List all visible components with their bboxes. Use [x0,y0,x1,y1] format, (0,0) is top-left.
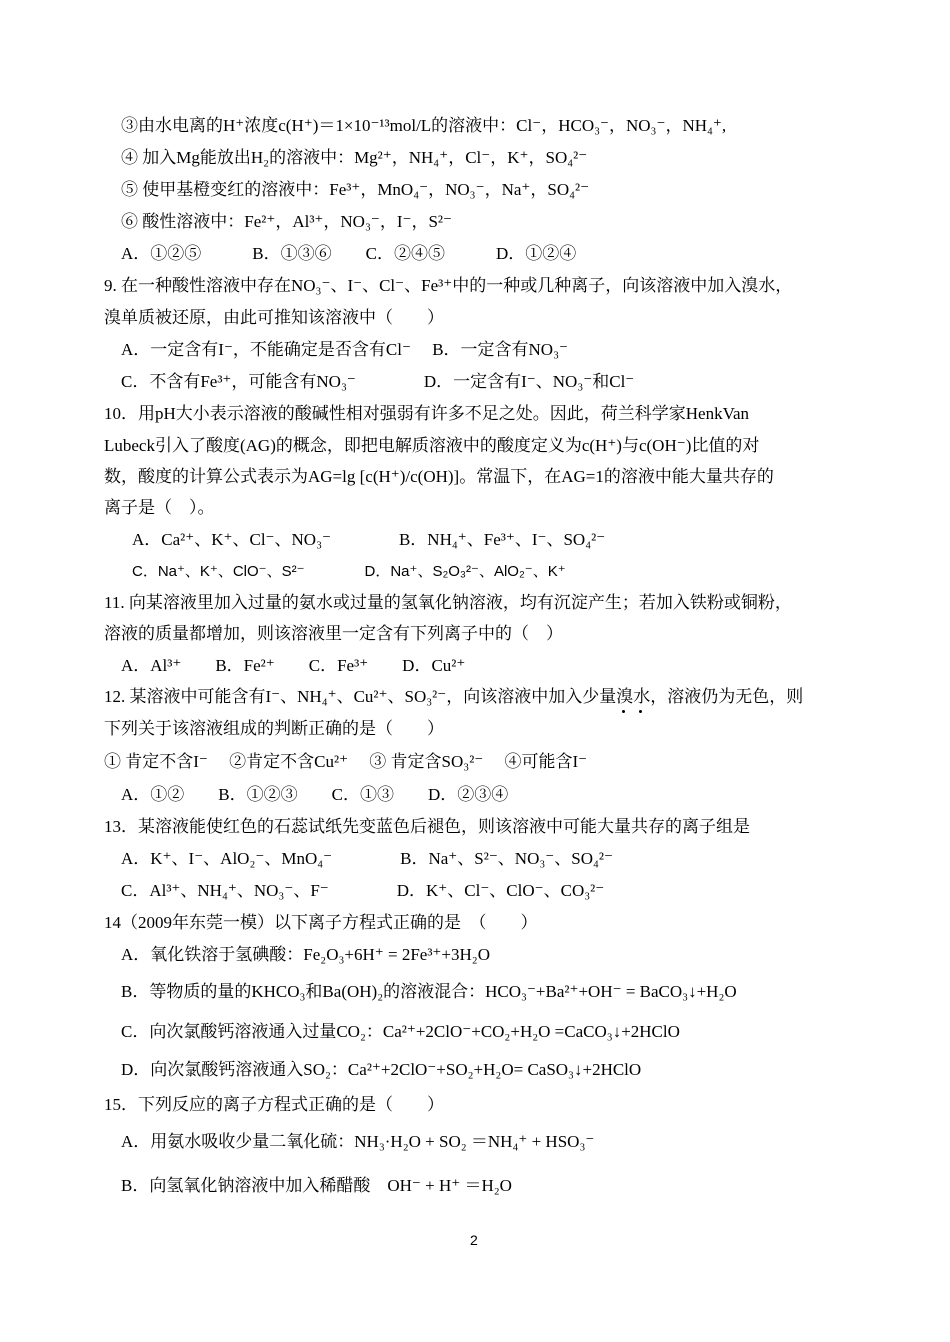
text-line: ⑤ 使甲基橙变红的溶液中：Fe³⁺，MnO₄⁻，NO₃⁻，Na⁺，SO₄²⁻ [121,180,590,199]
answer-options: C．不含有Fe³⁺，可能含有NO₃⁻ D．一定含有I⁻、NO₃⁻和Cl⁻ [121,372,635,391]
emphasis-dot [622,710,625,713]
emphasis-dot [639,710,642,713]
answer-options: A．一定含有I⁻，不能确定是否含有Cl⁻ B．一定含有NO₃⁻ [121,340,568,359]
question-13: 13．某溶液能使红色的石蕊试纸先变蓝色后褪色，则该溶液中可能大量共存的离子组是 [104,817,750,836]
text-line: ③由水电离的H⁺浓度c(H⁺)＝1×10⁻¹³mol/L的溶液中：Cl⁻，HCO₃⁻，NO₃⁻，NH₄⁺, [121,116,727,135]
answer-options: C．Na⁺、K⁺、ClO⁻、S²⁻ D．Na⁺、S₂O₃²⁻、AlO₂⁻、K⁺ [132,563,566,580]
text-line: 下列关于该溶液组成的判断正确的是（ ） [104,719,444,738]
answer-option-a: A．氧化铁溶于氢碘酸：Fe₂O₃+6H⁺ = 2Fe³⁺+3H₂O [121,945,490,964]
answer-options: A．Al³⁺ B．Fe²⁺ C．Fe³⁺ D．Cu²⁺ [121,656,466,675]
answer-options: A．①② B．①②③ C．①③ D．②③④ [121,785,509,804]
question-12: 12. 某溶液中可能含有I⁻、NH₄⁺、Cu²⁺、SO₃²⁻，向该溶液中加入少量溴水，溶液仍为无色，则 [104,687,804,706]
statements: ① 肯定不含I⁻ ②肯定不含Cu²⁺ ③ 肯定含SO₃²⁻ ④可能含I⁻ [104,752,588,771]
question-10: 10．用pH大小表示溶液的酸碱性相对强弱有许多不足之处。因此，荷兰科学家HenkVan [104,404,750,423]
question-9: 9. 在一种酸性溶液中存在NO₃⁻、I⁻、Cl⁻、Fe³⁺中的一种或几种离子，向该溶液中加入溴水， [104,276,793,295]
text-line: ⑥ 酸性溶液中：Fe²⁺，Al³⁺，NO₃⁻，I⁻，S²⁻ [121,212,453,231]
answer-options: A．K⁺、I⁻、AlO₂⁻、MnO₄⁻ B．Na⁺、S²⁻、NO₃⁻、SO₄²⁻ [121,849,613,868]
answer-option-d: D．向次氯酸钙溶液通入SO₂：Ca²⁺+2ClO⁻+SO₂+H₂O= CaSO₃↓+2HClO [121,1060,642,1079]
answer-option-a: A．用氨水吸收少量二氧化硫：NH₃·H₂O + SO₂ ＝NH₄⁺ + HSO₃⁻ [121,1132,595,1151]
answer-option-b: B．向氢氧化钠溶液中加入稀醋酸 OH⁻ + H⁺ ＝H₂O [121,1176,512,1195]
answer-option-c: C．向次氯酸钙溶液通入过量CO₂：Ca²⁺+2ClO⁻+CO₂+H₂O =CaCO₃↓+2HClO [121,1022,680,1041]
question-15: 15．下列反应的离子方程式正确的是（ ） [104,1095,444,1114]
question-14: 14（2009年东莞一模）以下离子方程式正确的是 （ ） [104,913,538,932]
text-line: 离子是（ ）。 [104,498,215,517]
text-line: 数，酸度的计算公式表示为AG=lg [c(H⁺)/c(OH)]。常温下，在AG=1的溶液中能大量共存的 [104,467,774,486]
text-line: 溴单质被还原，由此可推知该溶液中（ ） [104,308,444,327]
text-line: Lubeck引入了酸度(AG)的概念，即把电解质溶液中的酸度定义为c(H⁺)与c(OH⁻)比值的对 [104,436,760,455]
question-11: 11. 向某溶液里加入过量的氨水或过量的氢氧化钠溶液，均有沉淀产生；若加入铁粉或铜粉， [104,593,792,612]
text-line: 溶液的质量都增加，则该溶液里一定含有下列离子中的（ ） [104,624,563,643]
answer-options: A．Ca²⁺、K⁺、Cl⁻、NO₃⁻ B．NH₄⁺、Fe³⁺、I⁻、SO₄²⁻ [132,530,606,549]
answer-options: A．①②⑤ B．①③⑥ C．②④⑤ D．①②④ [121,244,577,263]
answer-option-b: B．等物质的量的KHCO₃和Ba(OH)₂的溶液混合：HCO₃⁻+Ba²⁺+OH⁻ = BaCO₃↓+H₂O [121,982,737,1001]
text-line: ④ 加入Mg能放出H₂的溶液中：Mg²⁺，NH₄⁺，Cl⁻，K⁺，SO₄²⁻ [121,148,588,167]
answer-options: C．Al³⁺、NH₄⁺、NO₃⁻、F⁻ D．K⁺、Cl⁻、ClO⁻、CO₃²⁻ [121,881,605,900]
page-number: 2 [470,1232,478,1248]
